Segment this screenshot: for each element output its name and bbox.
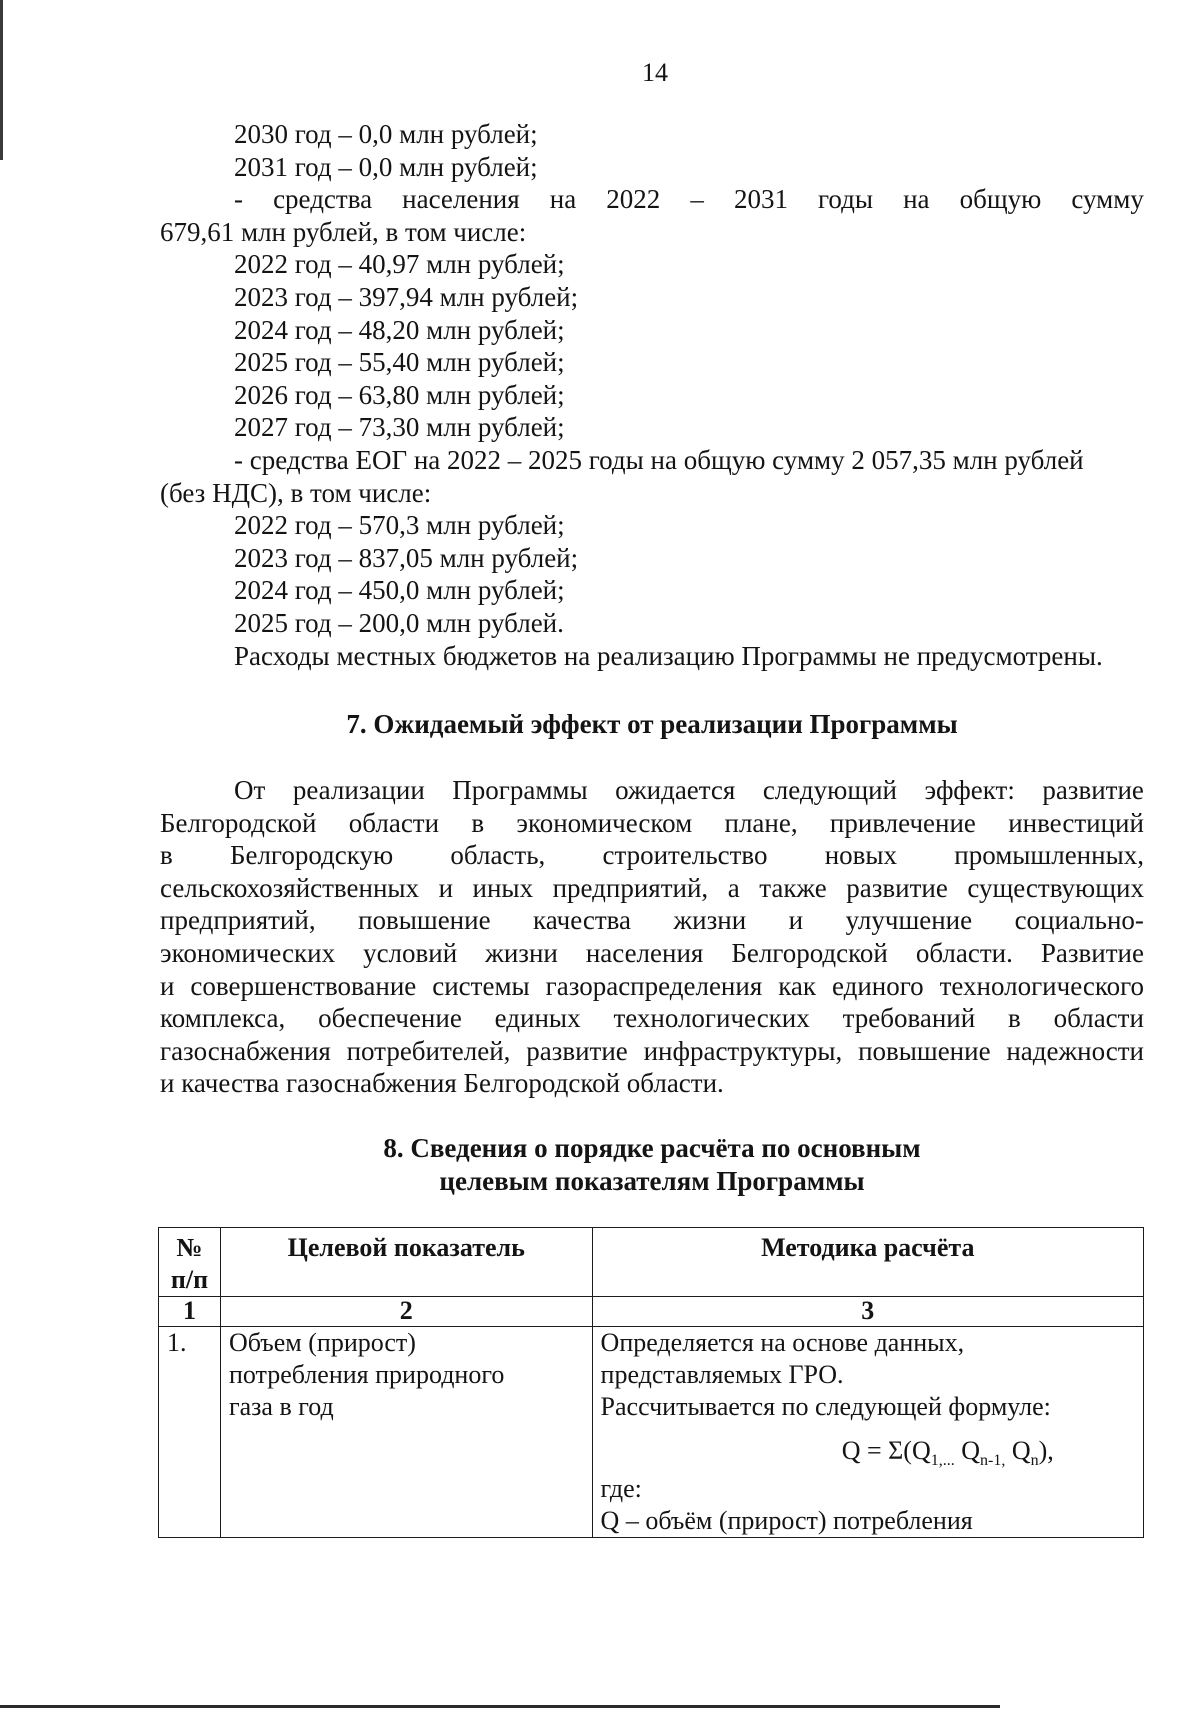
- paragraph-line: экономических условий жизни населения Белгородской области. Развитие: [160, 937, 1144, 968]
- paragraph-line: сельскохозяйственных и иных предприятий, а также развитие существующих: [160, 872, 1144, 903]
- paragraph-line: Белгородской области в экономическом плане, привлечение инвестиций: [160, 807, 1144, 838]
- row-number: 1.: [159, 1327, 221, 1538]
- paragraph-line: комплекса, обеспечение единых технологических требований в области: [160, 1003, 1144, 1034]
- eog-funds-continuation: (без НДС), в том числе:: [160, 477, 432, 508]
- indicators-table: [158, 1227, 1144, 1538]
- funding-line: 2030 год – 0,0 млн рублей;: [234, 119, 538, 149]
- section-7-paragraph: [160, 774, 1144, 1100]
- paragraph-line: и совершенствование системы газораспределения как единого технологического: [160, 970, 1144, 1001]
- funding-line: 2022 год – 40,97 млн рублей;: [234, 249, 565, 280]
- population-funds-line: - средства населения на 2022 – 2031 годы на общую сумму: [234, 184, 1144, 215]
- paragraph-last-line: и качества газоснабжения Белгородской области.: [160, 1068, 724, 1099]
- funding-line: 2027 год – 73,30 млн рублей;: [234, 412, 565, 443]
- funding-line: 2023 год – 837,05 млн рублей;: [234, 542, 579, 573]
- header-number: № п/п: [159, 1228, 221, 1297]
- header-method: Методика расчёта: [592, 1228, 1143, 1297]
- funding-line: 2025 год – 55,40 млн рублей;: [234, 347, 565, 378]
- paragraph-line: От реализации Программы ожидается следующий эффект: развитие: [234, 775, 1144, 805]
- formula-definition: Q – объём (прирост) потребления: [600, 1506, 973, 1535]
- funding-line: 2031 год – 0,0 млн рублей;: [234, 151, 538, 182]
- paragraph-line: в Белгородскую область, строительство новых промышленных,: [160, 840, 1144, 871]
- table-header-row: [159, 1228, 1144, 1297]
- eog-funds-line: - средства ЕОГ на 2022 – 2025 годы на общую сумму 2 057,35 млн рублей: [234, 444, 1084, 475]
- funding-block: [160, 118, 1144, 672]
- formula-where: где:: [600, 1474, 642, 1503]
- header-indicator: Целевой показатель: [220, 1228, 592, 1297]
- funding-line: 2026 год – 63,80 млн рублей;: [234, 379, 565, 410]
- population-funds-continuation: 679,61 млн рублей, в том числе:: [160, 216, 527, 247]
- column-number: 3: [592, 1297, 1143, 1327]
- scan-edge-bottom: [0, 1705, 1000, 1708]
- funding-line: 2024 год – 450,0 млн рублей;: [234, 575, 565, 606]
- section-8-heading-line1: 8. Сведения о порядке расчёта по основным: [383, 1133, 921, 1163]
- funding-line: 2024 год – 48,20 млн рублей;: [234, 314, 565, 345]
- row-indicator: Объем (прирост) потребления природного газа в год: [220, 1327, 592, 1538]
- paragraph-line: газоснабжения потребителей, развитие инфраструктуры, повышение надежности: [160, 1035, 1144, 1066]
- funding-line: 2023 год – 397,94 млн рублей;: [234, 281, 579, 312]
- formula: $Q = \Sigma(Q_{1,...}$ $Q_{n-1,}$ $Q_n$),: [841, 1436, 1054, 1470]
- section-8-heading: [160, 1132, 1144, 1197]
- page-number: 14: [642, 58, 668, 87]
- column-number: 1: [159, 1297, 221, 1327]
- funding-line: 2022 год – 570,3 млн рублей;: [234, 510, 565, 541]
- table-row: [159, 1327, 1144, 1538]
- local-budget-note: Расходы местных бюджетов на реализацию Программы не предусмотрены.: [234, 640, 1103, 671]
- paragraph-line: предприятий, повышение качества жизни и улучшение социально-: [160, 905, 1144, 936]
- section-7-heading: 7. Ожидаемый эффект от реализации Программы: [346, 709, 958, 739]
- row-method: Определяется на основе данных, представляемых ГРО. Рассчитывается по следующей формуле: $Q = \Sigma(Q_{1,...}$ $Q_{n-1,}$ $Q_n$), где: Q – объём (прирост) потребления: [592, 1327, 1143, 1538]
- column-number: 2: [220, 1297, 592, 1327]
- column-number-row: [159, 1297, 1144, 1327]
- funding-line: 2025 год – 200,0 млн рублей.: [234, 607, 564, 638]
- section-8-heading-line2: целевым показателям Программы: [439, 1165, 865, 1196]
